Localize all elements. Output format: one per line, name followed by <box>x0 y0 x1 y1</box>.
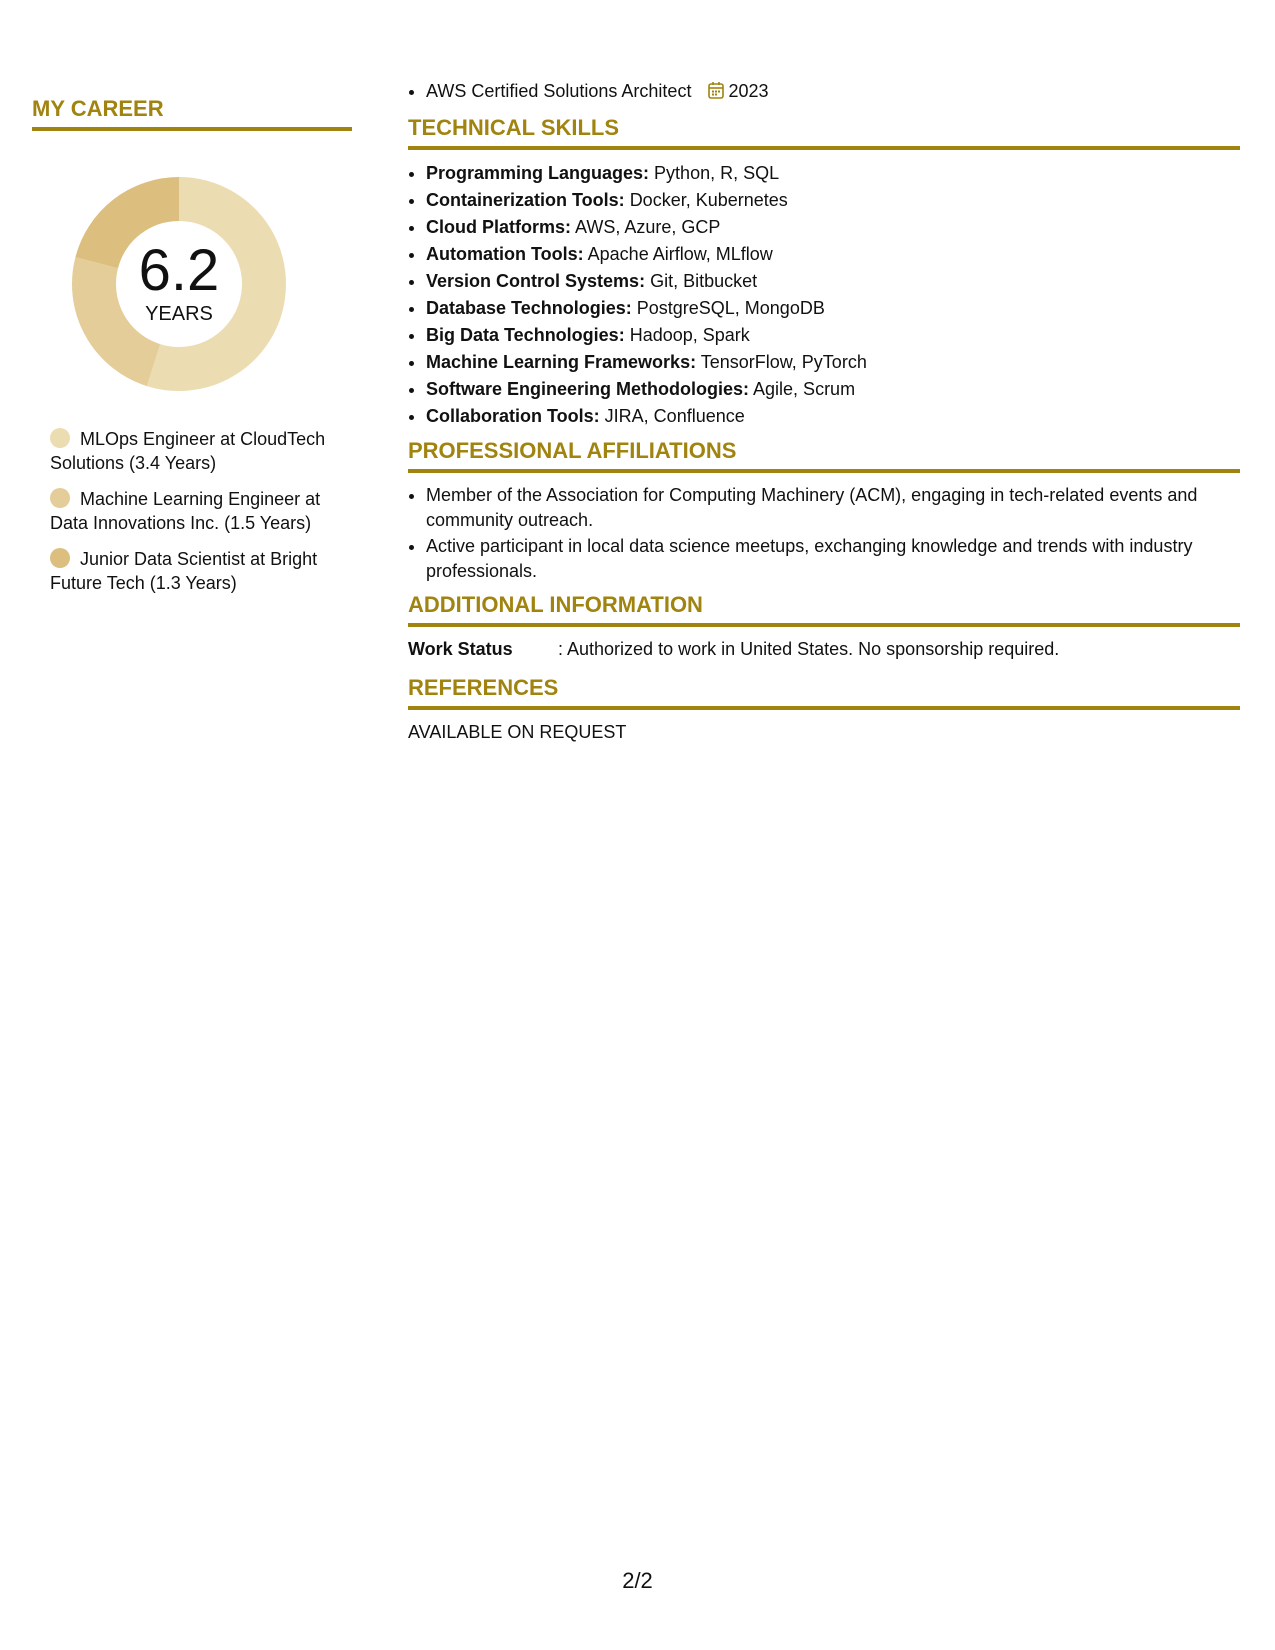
skill-value: Docker, Kubernetes <box>629 190 788 210</box>
my-career-title: MY CAREER <box>32 96 352 131</box>
skill-label: Cloud Platforms: <box>426 217 572 237</box>
skill-value: Python, R, SQL <box>654 163 780 183</box>
page-number: 2/2 <box>622 1568 653 1593</box>
main-content <box>408 78 1240 744</box>
legend-item <box>50 487 330 535</box>
skill-label: Automation Tools: <box>426 244 584 264</box>
skill-item <box>426 376 1240 403</box>
affiliation-item: • Member of the Association for Computing Machinery (ACM), engaging in tech-related events and community outreach. <box>426 483 1240 533</box>
skill-value: JIRA, Confluence <box>604 406 745 426</box>
affiliations-list <box>408 483 1240 584</box>
skill-item <box>426 322 1240 349</box>
skill-value: Hadoop, Spark <box>629 325 750 345</box>
legend-item <box>50 547 330 595</box>
legend-label: Machine Learning Engineer at Data Innovations Inc. (1.5 Years) <box>50 489 321 533</box>
skill-value: TensorFlow, PyTorch <box>700 352 867 372</box>
legend-label: Junior Data Scientist at Bright Future Tech (1.3 Years) <box>50 549 318 593</box>
references-text: AVAILABLE ON REQUEST <box>408 722 627 742</box>
skill-label: Machine Learning Frameworks: <box>426 352 697 372</box>
skill-label: Database Technologies: <box>426 298 632 318</box>
skill-item <box>426 268 1240 295</box>
references-title: REFERENCES <box>408 675 1240 710</box>
legend-dot <box>50 488 70 508</box>
skill-label: Version Control Systems: <box>426 271 646 291</box>
work-status-label: Work Status <box>408 639 513 659</box>
career-legend <box>50 427 330 595</box>
total-years-value: 6.2 <box>138 238 220 303</box>
skill-label: Big Data Technologies: <box>426 325 625 345</box>
career-sidebar <box>32 96 352 607</box>
career-donut-chart <box>66 171 292 397</box>
skill-item <box>426 349 1240 376</box>
skill-label: Containerization Tools: <box>426 190 625 210</box>
skill-value: Git, Bitbucket <box>650 271 758 291</box>
technical-skills-list <box>408 160 1240 430</box>
skill-label: Software Engineering Methodologies: <box>426 379 750 399</box>
total-years-unit: YEARS <box>145 303 213 325</box>
certification-year: 2023 <box>728 81 769 101</box>
skill-value: Agile, Scrum <box>753 379 856 399</box>
skill-value: PostgreSQL, MongoDB <box>636 298 825 318</box>
skill-item <box>426 295 1240 322</box>
certification-name: AWS Certified Solutions Architect <box>426 81 692 101</box>
certification-item <box>426 78 1240 107</box>
skill-item <box>426 214 1240 241</box>
affiliation-item: • Active participant in local data science meetups, exchanging knowledge and trends with industry professionals. <box>426 534 1240 584</box>
certification-list <box>408 78 1240 107</box>
technical-skills-title: TECHNICAL SKILLS <box>408 115 1240 150</box>
skill-item <box>426 403 1240 430</box>
affiliations-title: PROFESSIONAL AFFILIATIONS <box>408 438 1240 473</box>
work-status-value: : Authorized to work in United States. No sponsorship required. <box>558 639 1060 659</box>
calendar-icon <box>708 80 724 107</box>
skill-item <box>426 160 1240 187</box>
skill-label: Programming Languages: <box>426 163 650 183</box>
additional-info-title: ADDITIONAL INFORMATION <box>408 592 1240 627</box>
work-status-row <box>408 637 1240 661</box>
legend-dot <box>50 548 70 568</box>
donut-center <box>66 238 292 325</box>
skill-value: Apache Airflow, MLflow <box>587 244 773 264</box>
skill-label: Collaboration Tools: <box>426 406 600 426</box>
legend-item <box>50 427 330 475</box>
skill-item <box>426 187 1240 214</box>
skill-value: AWS, Azure, GCP <box>575 217 721 237</box>
skill-item <box>426 241 1240 268</box>
legend-label: MLOps Engineer at CloudTech Solutions (3.4 Years) <box>50 429 326 473</box>
legend-dot <box>50 428 70 448</box>
